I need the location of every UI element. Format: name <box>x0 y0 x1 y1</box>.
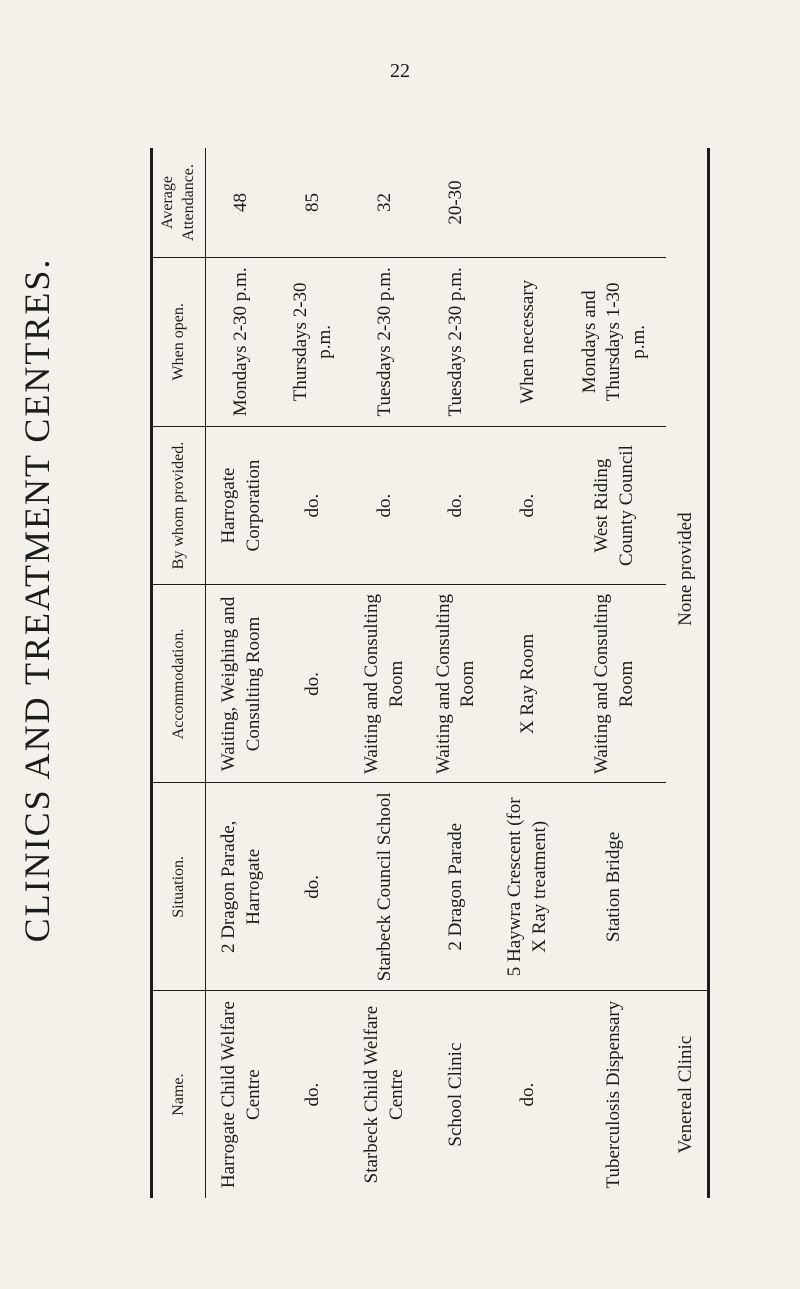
table-row <box>349 148 421 1198</box>
table-row <box>278 148 350 1198</box>
cell-by-whom: West Riding County Council <box>564 426 666 585</box>
cell-accommodation: do. <box>278 585 350 783</box>
cell-when-open: Mondays and Thursdays 1-30 p.m. <box>564 258 666 427</box>
cell-situation: Starbeck Council School <box>349 783 421 991</box>
cell-name: Harrogate Child Welfare Centre <box>218 1001 264 1189</box>
table-row <box>421 148 493 1198</box>
page-number: 22 <box>390 60 410 82</box>
cell-when-open: Mondays 2-30 p.m. <box>206 258 278 427</box>
cell-name: do. <box>516 1082 538 1107</box>
header-situation: Situation. <box>152 783 206 991</box>
table-header-row <box>152 148 206 1198</box>
cell-situation: do. <box>278 783 350 991</box>
page-title: CLINICS AND TREATMENT CENTRES. <box>17 257 57 943</box>
cell-when-open: Tuesdays 2-30 p.m. <box>421 258 493 427</box>
cell-name: Venereal Clinic <box>675 1035 697 1154</box>
cell-attendance: 20-30 <box>421 148 493 258</box>
cell-by-whom: do. <box>349 426 421 585</box>
cell-when-open: Thursdays 2-30 p.m. <box>278 258 350 427</box>
cell-situation: 2 Dragon Parade <box>421 783 493 991</box>
clinics-table-frame <box>150 148 710 1198</box>
cell-when-open: When necessary <box>492 258 564 427</box>
cell-attendance <box>492 148 564 258</box>
cell-name: do. <box>302 1082 324 1107</box>
cell-when-open: Tuesdays 2-30 p.m. <box>349 258 421 427</box>
header-when-open: When open. <box>152 258 206 427</box>
cell-name: Starbeck Child Welfare Centre <box>361 1005 407 1184</box>
cell-by-whom: do. <box>421 426 493 585</box>
cell-situation: Station Bridge <box>564 783 666 991</box>
cell-name: Tuberculosis Dispensary <box>603 1000 625 1189</box>
table-row <box>564 148 666 1198</box>
table-row <box>492 148 564 1198</box>
cell-name: School Clinic <box>445 1042 467 1147</box>
cell-situation: 2 Dragon Parade, Harrogate <box>206 783 278 991</box>
cell-situation: 5 Haywra Crescent (for X Ray treatment) <box>492 783 564 991</box>
header-name: Name. <box>152 991 206 1198</box>
cell-by-whom: do. <box>278 426 350 585</box>
cell-attendance: 48 <box>206 148 278 258</box>
cell-accommodation: Waiting and Consulting Room <box>564 585 666 783</box>
cell-by-whom: do. <box>492 426 564 585</box>
cell-accommodation: Waiting, Weighing and Consulting Room <box>206 585 278 783</box>
cell-attendance <box>564 148 666 258</box>
header-by-whom: By whom provided. <box>152 426 206 585</box>
clinics-table <box>150 148 710 1198</box>
cell-accommodation: X Ray Room <box>492 585 564 783</box>
cell-attendance: 85 <box>278 148 350 258</box>
table-row <box>206 148 278 1198</box>
cell-by-whom: Harrogate Corporation <box>206 426 278 585</box>
table-row-venereal <box>666 148 709 1198</box>
header-accommodation: Accommodation. <box>152 585 206 783</box>
cell-none-provided: None provided <box>666 148 709 991</box>
header-attendance: Average Attendance. <box>152 148 206 258</box>
cell-accommodation: Waiting and Consulting Room <box>421 585 493 783</box>
cell-accommodation: Waiting and Consulting Room <box>349 585 421 783</box>
cell-attendance: 32 <box>349 148 421 258</box>
